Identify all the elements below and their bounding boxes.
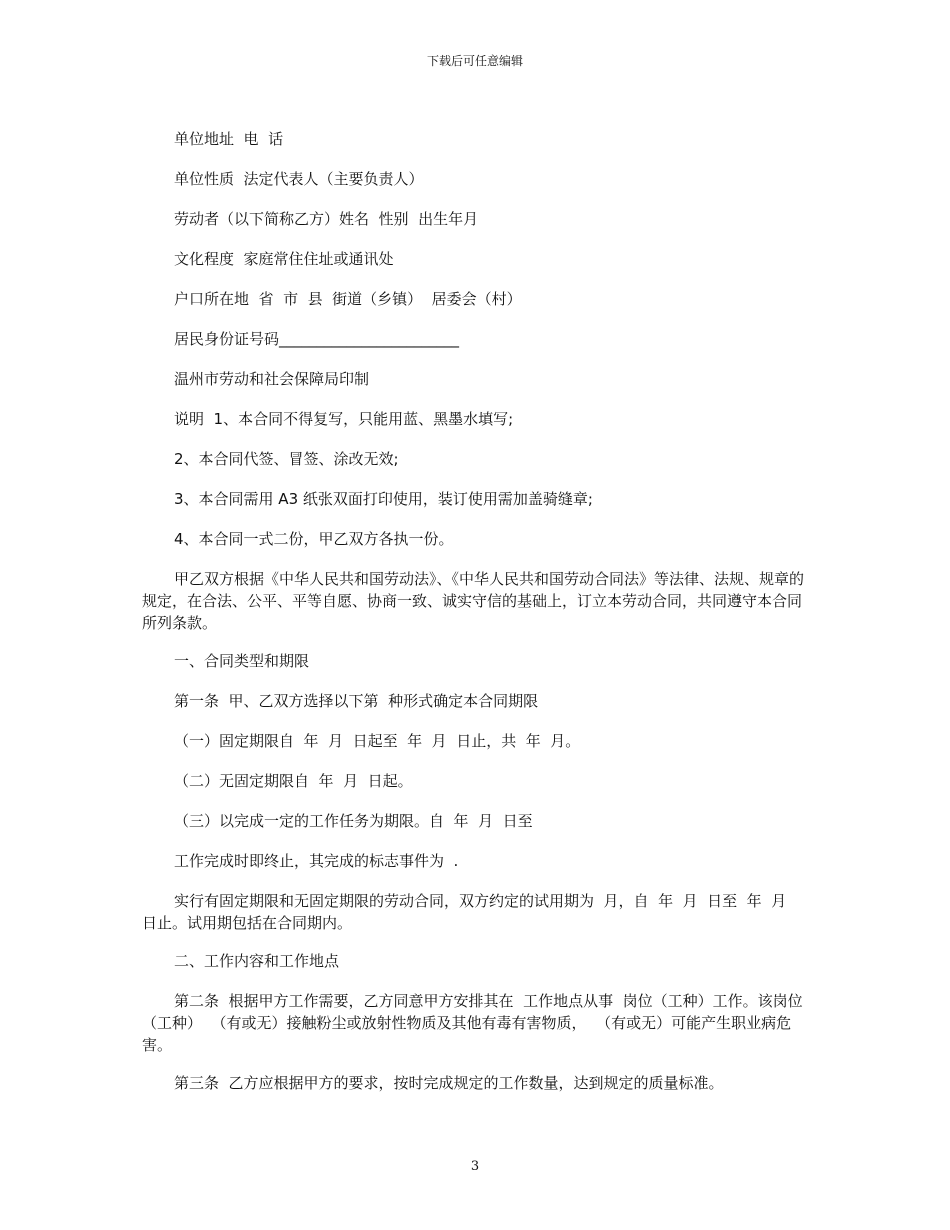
paragraph-printer: 温州市劳动和社会保障局印制 [174, 370, 370, 388]
document-body [142, 128, 808, 1112]
paragraph-preamble: 甲乙双方根据《中华人民共和国劳动法》、《中华人民共和国劳动合同法》等法律、法规、规章的规定，在合法、公平、平等自愿、协商一致、诚实守信的基础上，订立本劳动合同，共同遵守本合同所列条款。 [142, 570, 805, 632]
article-2: 第二条 根据甲方工作需要，乙方同意甲方安排其在 工作地点从事 岗位（工种）工作。该岗位（工种） （有或无）接触粉尘或放射性物质及其他有毒有害物质， （有或无）可能产生职业病危害。 [142, 992, 803, 1054]
paragraph-task-completion: 工作完成时即终止，其完成的标志事件为 . [174, 852, 459, 870]
article-1: 第一条 甲、乙双方选择以下第 种形式确定本合同期限 [174, 692, 539, 710]
paragraph-note-3: 3、本合同需用 A3 纸张双面打印使用，装订使用需加盖骑缝章; [174, 490, 593, 508]
paragraph-note-1: 说明 1、本合同不得复写，只能用蓝、黑墨水填写; [174, 410, 514, 428]
paragraph-education: 文化程度 家庭常住住址或通讯处 [174, 250, 394, 268]
paragraph-household: 户口所在地 省 市 县 街道（乡镇） 居委会（村） [174, 290, 522, 308]
paragraph-note-2: 2、本合同代签、冒签、涂改无效; [174, 450, 399, 468]
term-option-task: （三）以完成一定的工作任务为期限。自 年 月 日至 [174, 812, 533, 830]
paragraph-note-4: 4、本合同一式二份，甲乙双方各执一份。 [174, 530, 454, 548]
page-number: 3 [470, 1159, 480, 1174]
article-3: 第三条 乙方应根据甲方的要求，按时完成规定的工作数量，达到规定的质量标准。 [174, 1074, 724, 1092]
paragraph-worker-info: 劳动者（以下简称乙方）姓名 性别 出生年月 [174, 210, 479, 228]
term-option-open-ended: （二）无固定期限自 年 月 日起。 [174, 772, 413, 790]
term-option-fixed: （一）固定期限自 年 月 日起至 年 月 日止，共 年 月。 [174, 732, 581, 750]
paragraph-probation: 实行有固定期限和无固定期限的劳动合同，双方约定的试用期为 月，自 年 月 日至 年 月 日止。试用期包括在合同期内。 [142, 892, 796, 932]
section-heading-contract-term: 一、合同类型和期限 [174, 652, 310, 670]
page-header: 下载后可任意编辑 [426, 54, 523, 68]
section-heading-work-content: 二、工作内容和工作地点 [174, 952, 340, 970]
paragraph-unit-nature: 单位性质 法定代表人（主要负责人） [174, 170, 424, 188]
paragraph-unit-address: 单位地址 电 话 [174, 130, 284, 148]
paragraph-id-number: 居民身份证号码________________________ [174, 330, 460, 348]
